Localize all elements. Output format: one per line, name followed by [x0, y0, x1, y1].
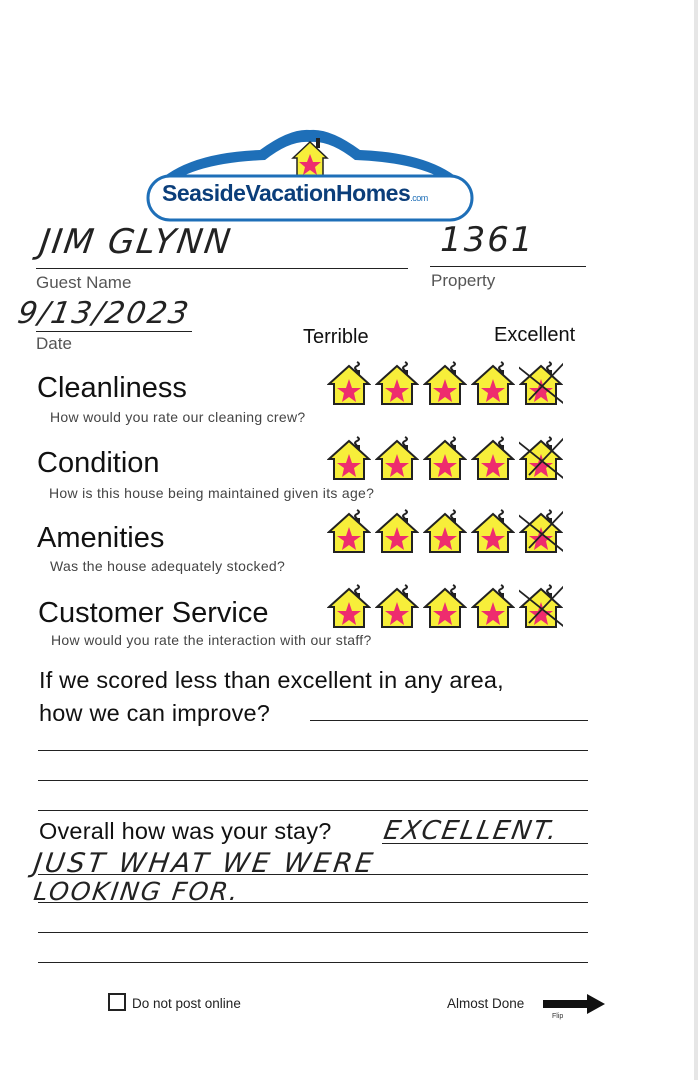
property-value: 1361: [440, 220, 535, 260]
rating-question: How would you rate the interaction with our staff?: [51, 632, 372, 648]
overall-answer-line[interactable]: [38, 902, 588, 903]
rating-house-icon[interactable]: [423, 508, 467, 554]
rating-house-icon[interactable]: [519, 583, 563, 629]
brand-logo: [140, 128, 480, 223]
rating-house-icon[interactable]: [327, 508, 371, 554]
rating-house-icon[interactable]: [375, 508, 419, 554]
overall-answer-line[interactable]: [38, 962, 588, 963]
rating-house-icon[interactable]: [327, 360, 371, 406]
date-label: Date: [36, 334, 72, 353]
overall-answer-line1: EXCELLENT.: [381, 816, 561, 846]
improve-answer-line[interactable]: [38, 780, 588, 781]
do-not-post-label: Do not post online: [132, 996, 241, 1011]
brand-name: SeasideVacationHomes: [162, 180, 411, 206]
improve-question-line2: how we can improve?: [39, 700, 271, 726]
overall-answer-line[interactable]: [38, 932, 588, 933]
overall-question: Overall how was your stay?: [39, 818, 332, 844]
guest-name-underline: [36, 268, 408, 269]
rating-house-icon[interactable]: [423, 360, 467, 406]
overall-answer-line[interactable]: [382, 843, 588, 844]
rating-house-icon[interactable]: [519, 508, 563, 554]
guest-name-label: Guest Name: [36, 273, 132, 292]
rating-house-icon[interactable]: [375, 360, 419, 406]
rating-house-icon[interactable]: [423, 583, 467, 629]
rating-house-icon[interactable]: [471, 508, 515, 554]
guest-name-value: JIM GLYNN: [37, 222, 235, 262]
overall-answer-line[interactable]: [38, 874, 588, 875]
rating-house-icon[interactable]: [471, 435, 515, 481]
house-rating-scale: [327, 508, 563, 554]
scale-low-label: Terrible: [303, 326, 369, 348]
property-underline: [430, 266, 586, 267]
rating-question: Was the house adequately stocked?: [50, 558, 286, 574]
house-rating-scale: [327, 435, 563, 481]
rating-house-icon[interactable]: [519, 435, 563, 481]
flip-label: Flip: [552, 1013, 564, 1020]
rating-category-label: Customer Service: [38, 597, 269, 629]
do-not-post-checkbox[interactable]: [108, 993, 126, 1011]
rating-house-icon[interactable]: [471, 583, 515, 629]
almost-done-label: Almost Done: [447, 996, 525, 1011]
rating-house-icon[interactable]: [519, 360, 563, 406]
date-underline: [36, 331, 192, 332]
house-rating-scale: [327, 583, 563, 629]
rating-house-icon[interactable]: [375, 435, 419, 481]
improve-answer-line[interactable]: [38, 750, 588, 751]
overall-answer-line3: LOOKING FOR.: [31, 877, 242, 906]
date-value: 9/13/2023: [14, 296, 193, 331]
rating-house-icon[interactable]: [423, 435, 467, 481]
brand-suffix: .com: [410, 193, 428, 203]
improve-answer-line[interactable]: [38, 810, 588, 811]
rating-question: How is this house being maintained given its age?: [49, 485, 375, 501]
rating-house-icon[interactable]: [471, 360, 515, 406]
rating-house-icon[interactable]: [327, 583, 371, 629]
rating-category-label: Cleanliness: [37, 372, 187, 404]
rating-category-label: Amenities: [37, 522, 165, 554]
house-rating-scale: [327, 360, 563, 406]
rating-house-icon[interactable]: [327, 435, 371, 481]
property-label: Property: [431, 271, 496, 290]
improve-question-line1: If we scored less than excellent in any area,: [39, 667, 504, 693]
overall-answer-line2: JUST WHAT WE WERE: [31, 848, 378, 879]
page-edge-shadow: [694, 0, 698, 1080]
improve-answer-line[interactable]: [310, 720, 588, 721]
rating-house-icon[interactable]: [375, 583, 419, 629]
scale-high-label: Excellent: [494, 324, 576, 346]
rating-category-label: Condition: [37, 447, 160, 479]
rating-question: How would you rate our cleaning crew?: [50, 409, 306, 425]
